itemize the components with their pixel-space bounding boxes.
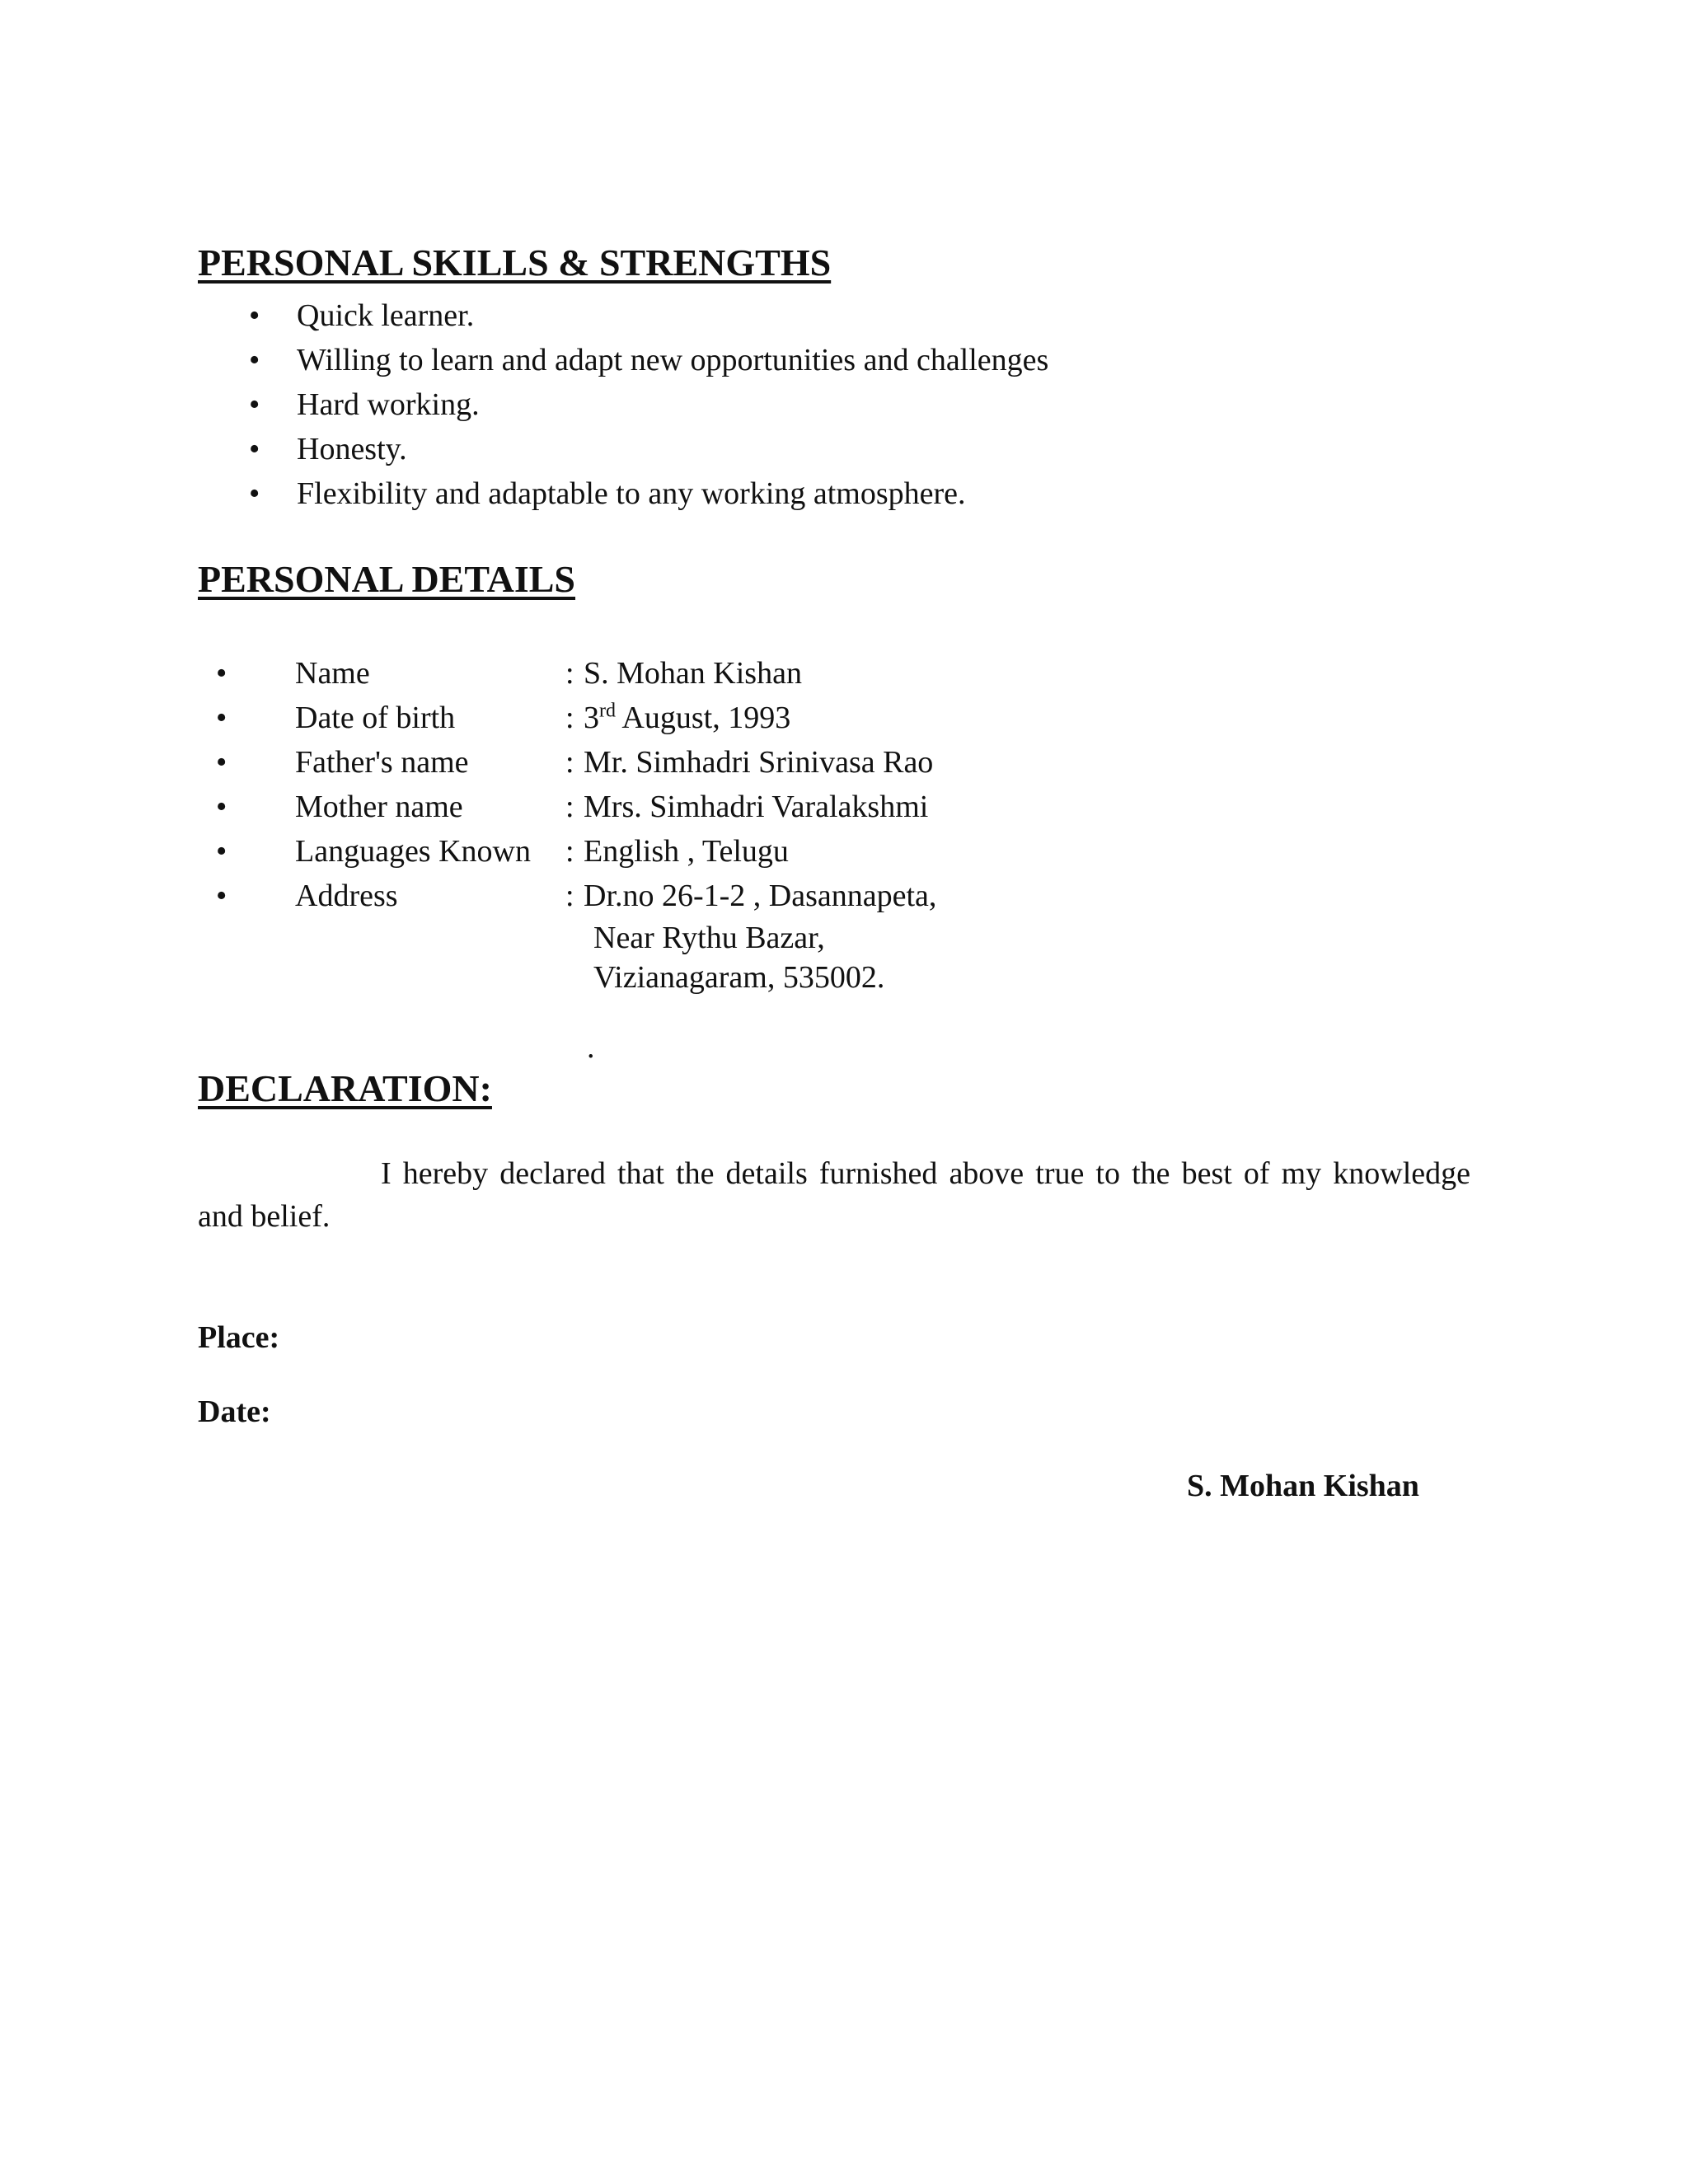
skill-text: Hard working.: [297, 387, 480, 422]
detail-label: Date of birth: [295, 701, 456, 735]
detail-separator: :: [565, 656, 574, 691]
bullet-icon: •: [216, 834, 227, 869]
bullet-icon: •: [216, 790, 227, 824]
dob-rest: August, 1993: [616, 701, 791, 735]
declaration-heading: DECLARATION:: [198, 1067, 492, 1109]
skill-text: Quick learner.: [297, 298, 475, 333]
bullet-icon: •: [249, 476, 260, 511]
dob-day: 3: [584, 701, 599, 735]
detail-label: Languages Known: [295, 834, 531, 869]
place-label: Place:: [198, 1320, 280, 1355]
detail-separator: :: [565, 701, 574, 735]
detail-label: Name: [295, 656, 370, 691]
bullet-icon: •: [216, 701, 227, 735]
list-item: [198, 338, 1048, 382]
trailing-dot: .: [587, 1030, 595, 1065]
address-line: Near Rythu Bazar,: [593, 921, 825, 955]
skill-text: Honesty.: [297, 432, 407, 466]
detail-label: Father's name: [295, 745, 469, 780]
detail-value: English , Telugu: [584, 834, 789, 869]
detail-separator: :: [565, 879, 574, 913]
detail-separator: :: [565, 834, 574, 869]
skill-text: Willing to learn and adapt new opportunities and challenges: [297, 343, 1049, 377]
detail-value: [584, 874, 936, 997]
skill-text: Flexibility and adaptable to any working atmosphere.: [297, 476, 966, 511]
detail-value: Mr. Simhadri Srinivasa Rao: [584, 745, 934, 780]
detail-separator: :: [565, 745, 574, 780]
bullet-icon: •: [216, 656, 227, 691]
detail-label: Mother name: [295, 790, 463, 824]
date-label: Date:: [198, 1394, 271, 1429]
address-line: Vizianagaram, 535002.: [593, 960, 885, 995]
address-line: Dr.no 26-1-2 , Dasannapeta,: [584, 879, 937, 913]
bullet-icon: •: [249, 387, 260, 422]
bullet-icon: •: [249, 343, 260, 377]
list-item: [198, 293, 1048, 338]
skills-heading: PERSONAL SKILLS & STRENGTHS: [198, 241, 832, 284]
list-item: [198, 471, 1048, 516]
detail-value: [584, 696, 790, 740]
bullet-icon: •: [249, 432, 260, 466]
detail-value: Mrs. Simhadri Varalakshmi: [584, 790, 929, 824]
skills-list: [198, 293, 1048, 516]
declaration-text: I hereby declared that the details furnished above true to the best of my knowledge and belief.: [198, 1156, 1470, 1234]
signature-name: S. Mohan Kishan: [1187, 1469, 1419, 1503]
list-item: [198, 382, 1048, 427]
dob-ordinal: rd: [599, 700, 616, 722]
list-item: [198, 427, 1048, 471]
details-heading: PERSONAL DETAILS: [198, 558, 576, 600]
detail-separator: :: [565, 790, 574, 824]
bullet-icon: •: [216, 745, 227, 780]
detail-label: Address: [295, 879, 398, 913]
detail-value: S. Mohan Kishan: [584, 656, 802, 691]
bullet-icon: •: [249, 298, 260, 333]
bullet-icon: •: [216, 879, 227, 913]
